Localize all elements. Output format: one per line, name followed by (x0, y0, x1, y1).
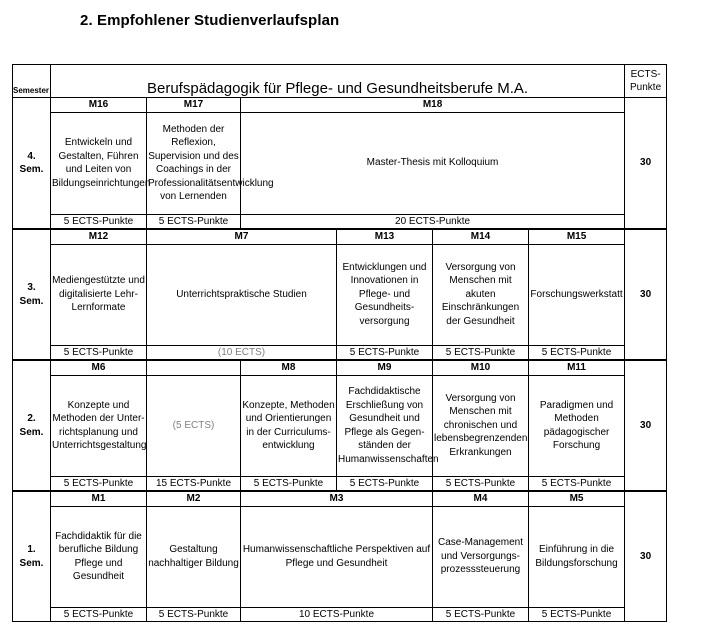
module-ects-m2: 5 ECTS-Punkte (147, 607, 241, 622)
module-title-m7-sem2: (5 ECTS) (147, 375, 241, 476)
module-ects-m5: 5 ECTS-Punkte (529, 607, 625, 622)
semester-3-total: 30 (625, 229, 667, 360)
module-ects-m9: 5 ECTS-Punkte (337, 476, 433, 491)
module-code-m17: M17 (147, 98, 241, 113)
module-ects-m1: 5 ECTS-Punkte (51, 607, 147, 622)
module-code-m16: M16 (51, 98, 147, 113)
semester-1-label: 1. Sem. (13, 491, 51, 622)
module-title-m9: Fachdidaktische Erschließung von Gesundheit und Pflege als Gegen-ständen der Humanwissenschaften (337, 375, 433, 476)
semester-4-label: 4. Sem. (13, 98, 51, 230)
module-ects-m10: 5 ECTS-Punkte (433, 476, 529, 491)
study-plan-table (12, 64, 667, 622)
module-title-m18: Master-Thesis mit Kolloquium (241, 112, 625, 214)
module-code-m7-sem2 (147, 360, 241, 375)
module-ects-m15: 5 ECTS-Punkte (529, 345, 625, 360)
module-title-m4: Case-Management und Versorgungs-prozesssteuerung (433, 506, 529, 607)
module-title-m8: Konzepte, Methoden und Orientierungen in der Curriculums-entwicklung (241, 375, 337, 476)
module-title-m2: Gestaltung nachhaltiger Bildung (147, 506, 241, 607)
module-title-m5: Einführung in die Bildungsforschung (529, 506, 625, 607)
module-title-m13: Entwicklungen und Innovationen in Pflege- und Gesundheits-versorgung (337, 244, 433, 345)
module-code-m9: M9 (337, 360, 433, 375)
semester-3-label: 3. Sem. (13, 229, 51, 360)
module-ects-m13: 5 ECTS-Punkte (337, 345, 433, 360)
semester-2-total: 30 (625, 360, 667, 491)
module-title-m6: Konzepte und Methoden der Unter-richtsplanung und Unterrichtsgestaltung (51, 375, 147, 476)
module-code-m10: M10 (433, 360, 529, 375)
module-code-m15: M15 (529, 229, 625, 244)
semester-4-total: 30 (625, 98, 667, 230)
module-ects-m6: 5 ECTS-Punkte (51, 476, 147, 491)
module-ects-m12: 5 ECTS-Punkte (51, 345, 147, 360)
module-code-m1: M1 (51, 491, 147, 506)
module-ects-m11: 5 ECTS-Punkte (529, 476, 625, 491)
module-code-m18: M18 (241, 98, 625, 113)
program-title: Berufspädagogik für Pflege- und Gesundheitsberufe M.A. (51, 65, 625, 98)
module-code-m3: M3 (241, 491, 433, 506)
module-ects-m8: 5 ECTS-Punkte (241, 476, 337, 491)
module-title-m11: Paradigmen und Methoden pädagogischer Forschung (529, 375, 625, 476)
module-ects-m3: 10 ECTS-Punkte (241, 607, 433, 622)
module-ects-m7-sem2: 15 ECTS-Punkte (147, 476, 241, 491)
module-ects-m14: 5 ECTS-Punkte (433, 345, 529, 360)
module-title-m1: Fachdidaktik für die berufliche Bildung Pflege und Gesundheit (51, 506, 147, 607)
module-ects-m7-sem3: (10 ECTS) (147, 345, 337, 360)
module-title-m7: Unterrichtspraktische Studien (147, 244, 337, 345)
semester-1-total: 30 (625, 491, 667, 622)
module-code-m8: M8 (241, 360, 337, 375)
module-code-m6: M6 (51, 360, 147, 375)
module-code-m14: M14 (433, 229, 529, 244)
semester-2-label: 2. Sem. (13, 360, 51, 491)
module-ects-m4: 5 ECTS-Punkte (433, 607, 529, 622)
module-title-m12: Mediengestützte und digitalisierte Lehr-Lernformate (51, 244, 147, 345)
module-code-m2: M2 (147, 491, 241, 506)
module-code-m11: M11 (529, 360, 625, 375)
module-code-m12: M12 (51, 229, 147, 244)
module-code-m13: M13 (337, 229, 433, 244)
module-ects-m17: 5 ECTS-Punkte (147, 214, 241, 229)
module-code-m7: M7 (147, 229, 337, 244)
module-title-m10: Versorgung von Menschen mit chronischen und lebensbegrenzenden Erkrankungen (433, 375, 529, 476)
module-title-m17: Methoden der Reflexion, Supervision und des Coachings in der Professionalitätsentwicklung von Lernenden (147, 112, 241, 214)
module-ects-m16: 5 ECTS-Punkte (51, 214, 147, 229)
ects-header: ECTS-Punkte (625, 65, 667, 98)
semester-header: Semester (13, 65, 51, 98)
module-title-m15: Forschungswerkstatt (529, 244, 625, 345)
module-code-m5: M5 (529, 491, 625, 506)
section-heading: 2. Empfohlener Studienverlaufsplan (80, 12, 340, 29)
module-title-m14: Versorgung von Menschen mit akuten Einschränkungen der Gesundheit (433, 244, 529, 345)
module-title-m3: Humanwissenschaftliche Perspektiven auf Pflege und Gesundheit (241, 506, 433, 607)
module-code-m4: M4 (433, 491, 529, 506)
module-ects-m18: 20 ECTS-Punkte (241, 214, 625, 229)
module-title-m16: Entwickeln und Gestalten, Führen und Leiten von Bildungseinrichtungen (51, 112, 147, 214)
